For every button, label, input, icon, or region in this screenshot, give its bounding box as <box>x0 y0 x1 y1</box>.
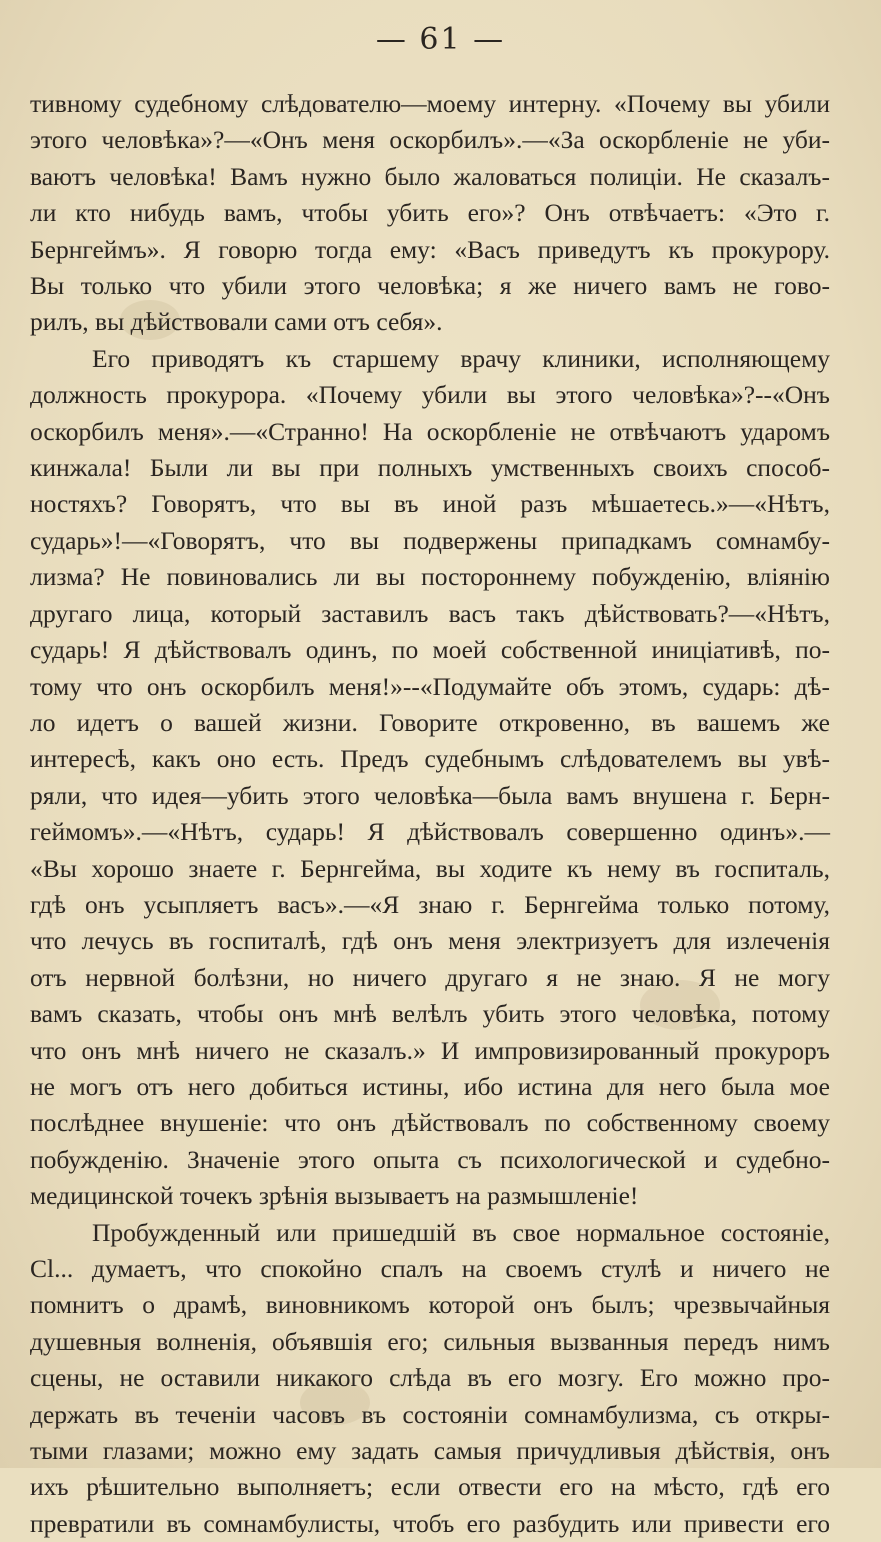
text-line: рилъ, вы дѣйствовали сами отъ себя». <box>30 307 443 337</box>
text-line: другаго лица, который заставилъ васъ такъ дѣйствовать?—«Нѣтъ, <box>30 598 830 628</box>
text-line: превратили въ сомнамбулисты, чтобъ его разбудить или привести его <box>30 1508 830 1538</box>
text-line: тыми глазами; можно ему задать самыя причудливыя дѣйствія, онъ <box>30 1436 830 1466</box>
text-line: ихъ рѣшительно выполняетъ; если отвести его на мѣсто, гдѣ его <box>30 1472 830 1502</box>
text-line: помнитъ о драмѣ, виновникомъ которой онъ былъ; чрезвычайныя <box>30 1290 830 1320</box>
text-line: гдѣ онъ усыпляетъ васъ».—«Я знаю г. Бернгейма только потому, <box>30 889 830 919</box>
text-line: Пробужденный или пришедшій въ свое нормальное состояніе, <box>92 1217 830 1247</box>
text-line: ряли, что идея—убить этого человѣка—была вамъ внушена г. Берн- <box>30 780 830 810</box>
text-line: Его приводятъ къ старшему врачу клиники, исполняющему <box>92 343 830 373</box>
text-line: оскорбилъ меня».—«Странно! На оскорбленіе не отвѣчаютъ ударомъ <box>30 416 830 446</box>
text-line: Бернгеймъ». Я говорю тогда ему: «Васъ приведутъ къ прокурору. <box>30 234 830 264</box>
text-line: тому что онъ оскорбилъ меня!»--«Подумайте объ этомъ, сударь: дѣ- <box>30 671 830 701</box>
text-line: должность прокурора. «Почему убили вы этого человѣка»?--«Онъ <box>30 380 830 410</box>
text-line: ностяхъ? Говорятъ, что вы въ иной разъ мѣшаетесь.»—«Нѣтъ, <box>30 489 830 519</box>
text-line: отъ нервной болѣзни, но ничего другаго я не знаю. Я не могу <box>30 962 830 992</box>
text-line: этого человѣка»?—«Онъ меня оскорбилъ».—«За оскорбленіе не уби- <box>30 125 830 155</box>
body-text <box>30 86 830 1542</box>
text-line: вамъ сказать, чтобы онъ мнѣ велѣлъ убить этого человѣка, потому <box>30 999 830 1029</box>
text-line: послѣднее внушеніе: что онъ дѣйствовалъ по собственному своему <box>30 1108 830 1138</box>
text-line: ло идетъ о вашей жизни. Говорите откровенно, въ вашемъ же <box>30 707 830 737</box>
text-line: что лечусь въ госпиталѣ, гдѣ онъ меня электризуетъ для излеченія <box>30 926 830 956</box>
text-line: держать въ теченіи часовъ въ состояніи сомнамбулизма, съ откры- <box>30 1399 830 1429</box>
text-line: кинжала! Были ли вы при полныхъ умственныхъ своихъ способ- <box>30 453 830 483</box>
text-line: лизма? Не повиновались ли вы постороннему побужденію, вліянію <box>30 562 830 592</box>
page-number: — 61 — <box>375 22 506 57</box>
text-line: тивному судебному слѣдователю—моему интерну. «Почему вы убили <box>30 89 830 118</box>
text-line: сударь»!—«Говорятъ, что вы подвержены припадкамъ сомнамбу- <box>30 525 830 555</box>
text-line: сцены, не оставили никакого слѣда въ его мозгу. Его можно про- <box>30 1363 830 1393</box>
text-line: что онъ мнѣ ничего не сказалъ.» И импровизированный прокуроръ <box>30 1035 830 1065</box>
text-line: Cl... думаетъ, что спокойно спалъ на своемъ стулѣ и ничего не <box>30 1254 830 1283</box>
text-line: не могъ отъ него добиться истины, ибо истина для него была мое <box>30 1071 830 1101</box>
text-line: Вы только что убили этого человѣка; я же ничего вамъ не гово- <box>30 271 830 301</box>
text-line: «Вы хорошо знаете г. Бернгейма, вы ходите къ нему въ госпиталь, <box>30 853 830 883</box>
text-line: сударь! Я дѣйствовалъ одинъ, по моей собственной иниціативѣ, по- <box>30 635 830 665</box>
text-line: душевныя волненія, объявшія его; сильныя вызванныя передъ нимъ <box>30 1326 830 1356</box>
text-line: ваютъ человѣка! Вамъ нужно было жаловаться полиціи. Не сказалъ- <box>30 161 830 191</box>
text-line: ли кто нибудь вамъ, чтобы убить его»? Онъ отвѣчаетъ: «Это г. <box>30 198 830 228</box>
text-line: геймомъ».—«Нѣтъ, сударь! Я дѣйствовалъ совершенно одинъ».— <box>30 817 830 847</box>
text-line: интересѣ, какъ оно есть. Предъ судебнымъ слѣдователемъ вы увѣ- <box>30 744 830 774</box>
text-line: побужденію. Значеніе этого опыта съ психологической и судебно- <box>30 1144 830 1174</box>
text-line: медицинской точекъ зрѣнія вызываетъ на размышленіе! <box>30 1181 639 1211</box>
